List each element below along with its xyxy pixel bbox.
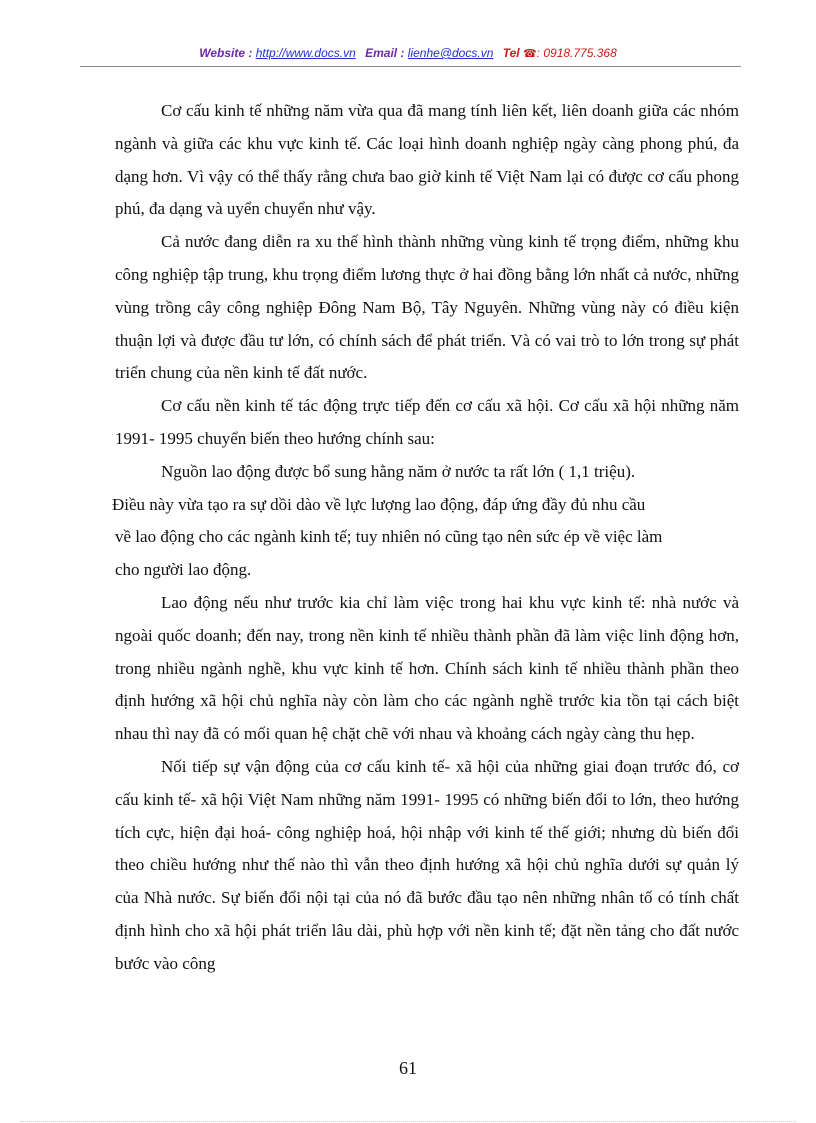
paragraph-1: Cơ cấu kinh tế những năm vừa qua đã mang tính liên kết, liên doanh giữa các nhóm ngành và giữa các khu vực kinh tế. Các loại hình doanh nghiệp ngày càng phong phú, đa dạng hơn. Vì vậy có thể thấy rằng chưa bao giờ kinh tế Việt Nam lại có được cơ cấu phong phú, đa dạng và uyển chuyển như vậy. [115,101,739,219]
paragraph-4-line-2: Điều này vừa tạo ra sự dồi dào về lực lượng lao động, đáp ứng đầy đủ nhu cầu [112,494,646,514]
paragraph-4-line-1: Nguồn lao động được bổ sung hằng năm ở nước ta rất lớn ( 1,1 triệu). [161,461,636,481]
document-header [0,46,816,60]
paragraph-4-line-4: cho người lao động. [115,560,252,580]
paragraph-5: Lao động nếu như trước kia chỉ làm việc trong hai khu vực kinh tế: nhà nước và ngoài quốc doanh; đến nay, trong nền kinh tế nhiều thành phần đã làm việc linh động hơn, trong nhiều ngành nghề, khu vực kinh tế hơn. Chính sách kinh tế nhiều thành phần theo định hướng xã hội chủ nghĩa này còn làm cho các ngành nghề trước kia tồn tại cách biệt nhau thì nay đã có mối quan hệ chặt chẽ với nhau và khoảng cách ngày càng thu hẹp. [115,592,739,744]
phone-icon: ☎ [522,48,537,60]
paragraph-3: Cơ cấu nền kinh tế tác động trực tiếp đến cơ cấu xã hội. Cơ cấu xã hội những năm 1991- 1995 chuyển biến theo hướng chính sau: [115,396,739,448]
page-bottom-divider [20,1121,796,1122]
paragraph-6: Nối tiếp sự vận động của cơ cấu kinh tế- xã hội của những giai đoạn trước đó, cơ cấu kinh tế- xã hội Việt Nam những năm 1991- 1995 có những biến đổi to lớn, theo hướng tích cực, hiện đại hoá- công nghiệp hoá, hội nhập với kinh tế thế giới; nhưng dù biến đổi theo chiều hướng như thế nào thì vẫn theo định hướng xã hội chủ nghĩa dưới sự quản lý của Nhà nước. Sự biến đổi nội tại của nó đã bước đầu tạo nên những nhân tố có tính chất định hình cho xã hội phát triển lâu dài, phù hợp với nền kinh tế; đặt nền tảng cho đất nước bước vào công [115,756,739,973]
email-label: Email : [365,46,405,60]
document-body [112,95,739,981]
page-number: 61 [399,1058,417,1078]
email-link[interactable]: lienhe@docs.vn [407,46,494,60]
paragraph-4-line-3: về lao động cho các ngành kinh tế; tuy nhiên nó cũng tạo nên sức ép về việc làm [115,527,663,547]
website-label: Website : [199,46,253,60]
website-link[interactable]: http://www.docs.vn [255,46,356,60]
tel-label: Tel [502,46,520,60]
header-divider [80,66,741,67]
paragraph-2: Cả nước đang diễn ra xu thế hình thành những vùng kinh tế trọng điểm, những khu công nghiệp tập trung, khu trọng điểm lương thực ở hai đồng bằng lớn nhất cả nước, những vùng trồng cây công nghiệp Đông Nam Bộ, Tây Nguyên. Những vùng này có điều kiện thuận lợi và được đầu tư lớn, có chính sách để phát triển. Và có vai trò to lớn trong sự phát triển chung của nền kinh tế đất nước. [115,232,739,383]
phone-number: : 0918.775.368 [536,46,617,60]
